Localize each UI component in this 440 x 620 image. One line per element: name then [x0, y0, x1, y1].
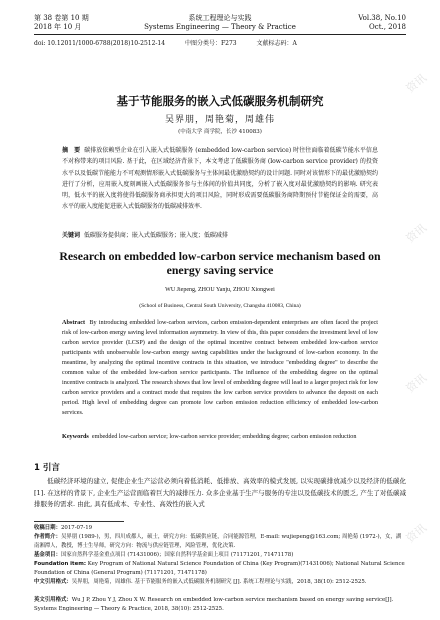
- received-label: 收稿日期：: [34, 525, 61, 531]
- citation-en-label: 英文引用格式：: [34, 597, 72, 603]
- abstract-cn: [62, 145, 378, 213]
- fund-text: 国家自然科学基金重点项目 (71431006)；国家自然科学基金面上项目 (71171201, 71471178): [60, 552, 294, 558]
- abstract-text-cn: 碳排放依赖型企业在引入嵌入式低碳服务 (embedded low-carbon service) 时往往面临着低碳节能水平信息不对称带来的项目风险. 基于此，在区域经济背景下，本文考虑了低碳服务商 (low-carbon service provider) 的投资水平以及低碳节能能力不可观测情形嵌入式低碳服务与主体间最优激励契约的设计问题. 同时对该情形下的最优激励契约进行了分析，应用嵌入度刻画嵌入式低碳服务参与主体间的价值共同度，分析了嵌入度对最优激励契约的影响. 研究表明，低水平的嵌入度将使得低碳服务商承担更大的项目风险，同时形成需要低碳服务商降期预付节能保证金的需要，高水平的嵌入度能促进嵌入式低碳服务的低碳减排效率.: [62, 147, 378, 211]
- doi: doi: 10.12011/1000-6788(2018)10-2512-14: [34, 40, 166, 47]
- introduction-text: 低碳经济环境的建立, 促使企业生产运营必须向着低消耗、低排放、高效率的模式发展, 以实现碳排放减少以及经济的低碳化 [1]. 在这样的背景下, 企业生产运营面临着巨大的减排压力. 众多企业基于生产与服务的专注以及低碳技术的匮乏, 产生了对低碳减排服务的需求. 由此, 具有低成本、专业性、高效性的嵌入式: [34, 477, 406, 508]
- affiliation-cn: (中南大学 商学院，长沙 410083): [178, 129, 262, 135]
- volume-issue: 第 38 卷第 10 期: [34, 14, 89, 22]
- title-en-line1: Research on embedded low-carbon service mechanism based on: [59, 249, 381, 263]
- abstract-label-en: Abstract: [62, 319, 86, 326]
- clc-number: 中图分类号：F273: [184, 40, 237, 47]
- affiliation-en: (School of Business, Central South University, Changsha 410083, China): [139, 303, 301, 309]
- watermark-stamp: 资讯: [403, 221, 429, 246]
- authors-en: WU Jiepeng, ZHOU Yanju, ZHOU Xiongwei: [165, 287, 275, 293]
- footnote-author-bio: [34, 533, 406, 551]
- title-en: [40, 249, 400, 277]
- keywords-en: [62, 432, 378, 442]
- publication-date-en: Oct., 2018: [369, 23, 406, 31]
- citation-cn-text: 吴界朋，周艳菊，周雄伟. 基于节能服务的嵌入式低碳服务机制研究 [J]. 系统工程理论与实践，2018, 38(10): 2512-2525.: [71, 579, 367, 585]
- footnote-fund: [34, 551, 406, 560]
- journal-name-cn: 系统工程理论与实践: [188, 14, 252, 22]
- introduction-paragraph: [34, 476, 406, 511]
- keywords-text-cn: 低碳服务提供商；嵌入式低碳服务；嵌入度；低碳减排: [83, 232, 228, 239]
- section-heading-introduction: 1 引言: [34, 463, 60, 473]
- journal-name-en: Systems Engineering — Theory & Practice: [144, 23, 296, 31]
- fund-label: 基金项目：: [34, 552, 61, 558]
- bio-text: 吴界朋 (1989-)，男，四川成都人，硕士，研究方向：低碳供应链，合同能源管理，E-mail: wujiepeng@163.com; 周艳菊 (1972-)，女，湖南湘潭人，教授，博士生导师，研究方向：物流与供应链管理，风险管理，优化决策.: [34, 534, 402, 549]
- authors-cn: 吴界朋，周艳菊，周雄伟: [164, 115, 275, 125]
- fund-en-label: Foundation item:: [34, 561, 87, 567]
- watermark-stamp: 资讯: [403, 371, 429, 396]
- citation-en-text: Wu J P, Zhou Y J, Zhou X W. Research on embedded low-carbon service mechanism based on energy saving service[J]. Systems Engineering — Theory & Practice, 2018, 38(10): 2512-2525.: [34, 597, 394, 612]
- watermark-stamp: 资讯: [403, 521, 429, 546]
- publication-date: 2018 年 10 月: [34, 23, 82, 31]
- watermark-stamp: 资讯: [403, 71, 429, 96]
- title-cn: 基于节能服务的嵌入式低碳服务机制研究: [116, 94, 324, 108]
- footnote-citation-cn: [34, 578, 406, 587]
- keywords-label-cn: 关键词: [62, 232, 81, 239]
- received-date: 2017-07-19: [60, 525, 93, 531]
- footnote-rule: [34, 521, 124, 522]
- abstract-label-cn: 摘 要: [62, 147, 81, 154]
- header-rule: [34, 34, 406, 35]
- keywords-text-en: embedded low-carbon service; low-carbon service provider; embedding degree; carbon emission reduction: [91, 433, 357, 440]
- document-code: 文献标志码：A: [256, 40, 297, 47]
- footnote-fund-en: [34, 560, 406, 578]
- fund-en-text: Key Program of National Natural Science Foundation of China (Key Program)(71431006); National Natural Science Foundation of China (General Program) (71171201, 71471178): [34, 561, 405, 576]
- footnote-received: [34, 524, 406, 533]
- keywords-cn: [62, 230, 378, 241]
- abstract-text-en: By introducing embedded low-carbon services, carbon emission-dependent enterprises are often faced the project risk of low-carbon energy saving level information asymmetry. In view of this, this paper considers the investment level of low carbon service provider (LCSP) and the design of the optimal incentive contract between embedded low-carbon service participants with unobservable low-carbon energy saving capabilities under the background of low-carbon economy. In the meantime, by analyzing the optimal incentive contracts in this situation, we introduce "embedding degree" to describe the common value of the embedded low-carbon service participants. The influence of the embedding degree on the optimal incentive contracts is analyzed. The research shows that low level of embedding degree will lead to a larger project risk for low carbon service providers and a contract mode that requires the low carbon service providers to advance the deposit on each period. High level of embedding degree can promote low carbon emission reduction efficiency of embedded low-carbon services.: [62, 319, 378, 416]
- title-en-line2: energy saving service: [166, 263, 274, 277]
- keywords-label-en: Keywords: [62, 433, 89, 440]
- article-meta: [34, 40, 406, 48]
- volume-issue-en: Vol.38, No.10: [358, 14, 406, 22]
- footnote-citation-en: [34, 596, 406, 614]
- abstract-en: [62, 318, 378, 418]
- bio-label: 作者简介：: [34, 534, 61, 540]
- citation-cn-label: 中文引用格式：: [34, 579, 72, 585]
